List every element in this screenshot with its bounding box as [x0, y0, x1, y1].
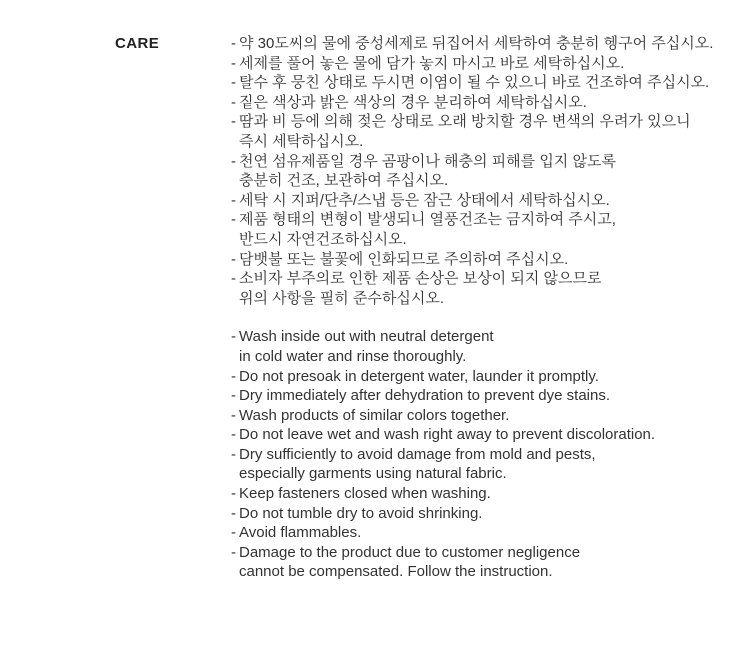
bullet-dash: -: [231, 406, 236, 424]
instruction-line: 충분히 건조, 보관하여 주십시오.: [239, 172, 449, 190]
instruction-line: 천연 섬유제품일 경우 곰팡이나 해충의 피해를 입지 않도록: [239, 152, 616, 170]
instruction-line: especially garments using natural fabric.: [239, 465, 507, 483]
section-title: CARE: [115, 35, 160, 52]
instruction-line: Damage to the product due to customer negligence: [239, 543, 581, 561]
bullet-dash: -: [231, 543, 236, 561]
instruction-item: [231, 73, 713, 93]
instruction-item: [231, 152, 713, 191]
instruction-line: 위의 사항을 필히 준수하십시오.: [239, 289, 445, 307]
instruction-line: Dry sufficiently to avoid damage from mold and pests,: [239, 445, 596, 463]
instruction-line: 땀과 비 등에 의해 젖은 상태로 오래 방치할 경우 변색의 우려가 있으니: [239, 113, 691, 131]
instruction-line: 탈수 후 뭉친 상태로 두시면 이염이 될 수 있으니 바로 건조하여 주십시오.: [239, 74, 710, 92]
instruction-line: 짙은 색상과 밝은 색상의 경우 분리하여 세탁하십시오.: [239, 93, 587, 111]
instruction-item: [231, 54, 713, 74]
instruction-line: 제품 형태의 변형이 발생되니 열풍건조는 금지하여 주시고,: [239, 211, 616, 229]
bullet-dash: -: [231, 211, 236, 229]
instruction-line: 세제를 풀어 놓은 물에 담가 놓지 마시고 바로 세탁하십시오.: [239, 54, 625, 72]
bullet-dash: -: [231, 426, 236, 444]
instruction-line: 세탁 시 지퍼/단추/스냅 등은 잠근 상태에서 세탁하십시오.: [239, 191, 610, 209]
bullet-dash: -: [231, 387, 236, 405]
instruction-line: 즉시 세탁하십시오.: [239, 132, 364, 150]
instruction-line: Wash products of similar colors together.: [239, 406, 510, 424]
heading-column: [115, 34, 231, 54]
instruction-line: 반드시 자연건조하십시오.: [239, 230, 407, 248]
bullet-dash: -: [231, 54, 236, 72]
bullet-dash: -: [231, 113, 236, 131]
bullet-dash: -: [231, 35, 236, 52]
instruction-item: [231, 34, 713, 54]
instruction-item: [231, 504, 713, 524]
bullet-dash: -: [231, 328, 236, 346]
instruction-item: [231, 425, 713, 445]
instruction-item: [231, 367, 713, 387]
instruction-item: [231, 484, 713, 504]
instruction-line: Do not presoak in detergent water, launder it promptly.: [239, 367, 599, 385]
bullet-dash: -: [231, 191, 236, 209]
bullet-dash: -: [231, 524, 236, 542]
instruction-item: [231, 406, 713, 426]
bullet-dash: -: [231, 367, 236, 385]
instruction-line: Avoid flammables.: [239, 524, 362, 542]
bullet-dash: -: [231, 74, 236, 92]
instruction-line: 담뱃불 또는 불꽃에 인화되므로 주의하여 주십시오.: [239, 250, 569, 268]
instruction-item: [231, 210, 713, 249]
instruction-line: Do not tumble dry to avoid shrinking.: [239, 504, 483, 522]
instruction-item: [231, 250, 713, 270]
instruction-line: Keep fasteners closed when washing.: [239, 485, 491, 503]
instruction-line: Do not leave wet and wash right away to prevent discoloration.: [239, 426, 656, 444]
instruction-line: 소비자 부주의로 인한 제품 손상은 보상이 되지 않으므로: [239, 270, 602, 288]
bullet-dash: -: [231, 445, 236, 463]
instruction-item: [231, 543, 713, 582]
bullet-dash: -: [231, 504, 236, 522]
bullet-dash: -: [231, 485, 236, 503]
instruction-item: [231, 523, 713, 543]
bullet-dash: -: [231, 270, 236, 288]
instruction-item: [231, 112, 713, 151]
korean-instructions-list: [231, 34, 713, 308]
instruction-item: [231, 327, 713, 366]
bullet-dash: -: [231, 152, 236, 170]
instruction-line: Dry immediately after dehydration to prevent dye stains.: [239, 387, 611, 405]
instruction-item: [231, 445, 713, 484]
instruction-line: 약 30도씨의 물에 중성세제로 뒤집어서 세탁하여 충분히 헹구어 주십시오.: [239, 35, 714, 52]
instruction-item: [231, 93, 713, 113]
bullet-dash: -: [231, 93, 236, 111]
bullet-dash: -: [231, 250, 236, 268]
instruction-item: [231, 191, 713, 211]
care-instructions: [231, 34, 713, 582]
english-instructions-list: [231, 327, 713, 582]
instruction-item: [231, 269, 713, 308]
instruction-line: cannot be compensated. Follow the instruction.: [239, 563, 553, 581]
instruction-line: in cold water and rinse thoroughly.: [239, 347, 467, 365]
instruction-line: Wash inside out with neutral detergent: [239, 328, 494, 346]
instruction-item: [231, 386, 713, 406]
